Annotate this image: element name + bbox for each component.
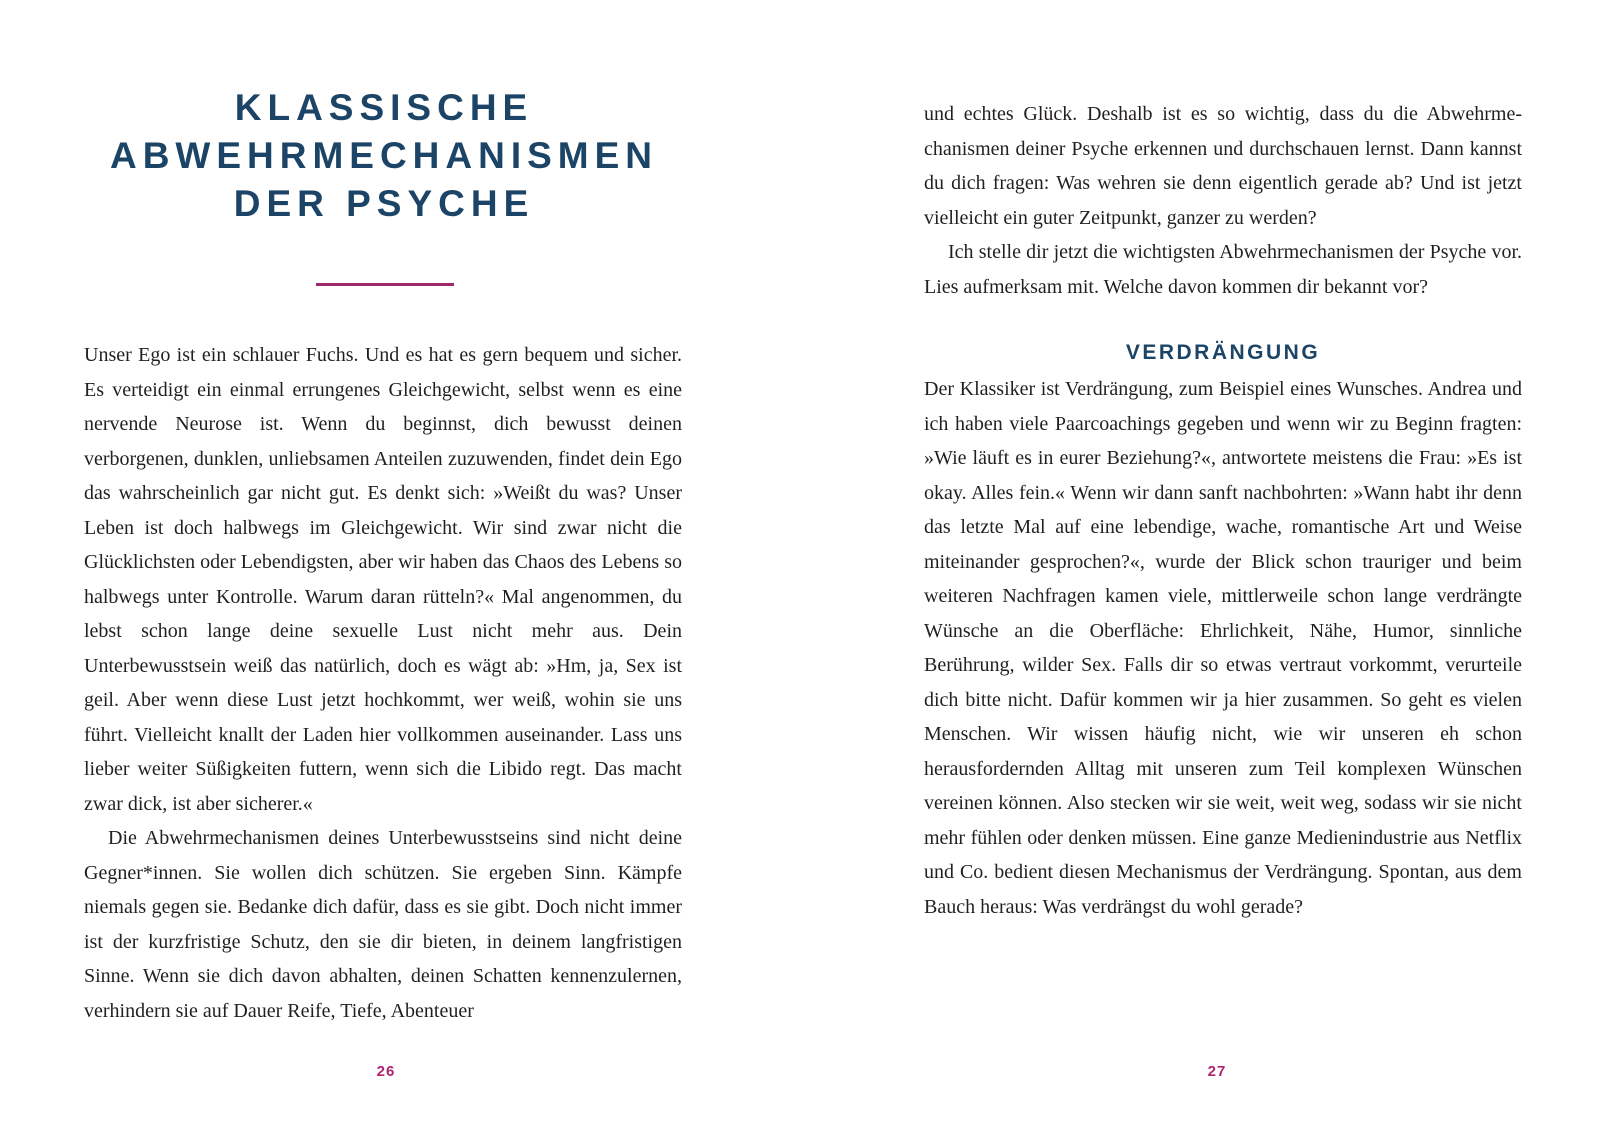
section-heading: VERDRÄNGUNG <box>1125 341 1321 364</box>
page-number-left: 26 <box>376 1063 396 1080</box>
body-paragraph: und echtes Glück. Deshalb ist es so wichtig, dass du die Abwehrmechanismen deiner Psyche erkennen und durchschauen lernst. Dann kannst du dich fragen: Was wehren sie denn eigentlich gerade ab? Und ist jetzt vielleicht ein guter Zeitpunkt, ganzer zu werden? <box>924 103 1522 229</box>
chapter-title-line-2: ABWEHRMECHANISMEN <box>109 135 659 176</box>
right-body-text-bottom <box>924 372 1522 924</box>
body-paragraph: Ich stelle dir jetzt die wichtigsten Abwehrmechanismen der Psyche vor. Lies aufmerksam mit. Welche davon kommen dir bekannt vor? <box>924 241 1522 298</box>
title-divider <box>316 283 454 286</box>
right-body-text-top <box>924 97 1522 304</box>
body-paragraph: Unser Ego ist ein schlauer Fuchs. Und es hat es gern bequem und sicher. Es verteidigt ein einmal errungenes Gleichgewicht, selbst wenn es eine nervende Neurose ist. Wenn du beginnst, dich bewusst deinen verborgenen, dunklen, unliebsamen Anteilen zuzuwenden, findet dein Ego das wahrscheinlich gar nicht gut. Es denkt sich: »Weißt du was? Unser Leben ist doch halbwegs im Gleichgewicht. Wir sind zwar nicht die Glücklichsten oder Lebendigsten, aber wir haben das Chaos des Lebens so halbwegs unter Kontrolle. Warum daran rütteln?« Mal angenommen, du lebst schon lange deine sexuelle Lust nicht mehr aus. Dein Unterbewusstsein weiß das natürlich, doch es wägt ab: »Hm, ja, Sex ist geil. Aber wenn diese Lust jetzt hochkommt, wer weiß, wohin sie uns führt. Vielleicht knallt der Laden hier vollkommen auseinander. Lass uns lieber weiter Süßigkeiten futtern, wenn sich die Libido regt. Das macht zwar dick, ist aber sicherer.« <box>84 344 682 815</box>
body-paragraph: Der Klassiker ist Verdrängung, zum Beispiel eines Wunsches. Andrea und ich haben viele Paarcoachings gegeben und wenn wir zu Beginn fragten: »Wie läuft es in eurer Beziehung?«, antwortete meistens die Frau: »Es ist okay. Alles fein.« Wenn wir dann sanft nachbohrten: »Wann habt ihr denn das letzte Mal auf eine lebendige, wache, romantische Art und Weise miteinander gesprochen?«, wurde der Blick schon trauriger und beim weiteren Nachfragen kamen viele, mittlerweile schon lange verdrängte Wünsche an die Oberfläche: Ehrlichkeit, Nähe, Humor, sinnliche Berührung, wilder Sex. Falls dir so etwas vertraut vorkommt, verurteile dich bitte nicht. Dafür kommen wir ja hier zusammen. So geht es vielen Menschen. Wir wissen häufig nicht, wie wir unseren eh schon herausfordernden Alltag mit unseren zum Teil komplexen Wünschen vereinen können. Also stecken wir sie weit, weit weg, sodass wir sie nicht mehr fühlen oder denken müssen. Eine ganze Medienindustrie aus Netflix und Co. bedient diesen Mechanismus der Verdrängung. Spontan, aus dem Bauch heraus: Was verdrängst du wohl gerade? <box>924 378 1522 918</box>
body-paragraph: Die Abwehrmechanismen deines Unterbewusstseins sind nicht deine Gegner*innen. Sie wollen dich schützen. Sie ergeben Sinn. Kämpfe niemals gegen sie. Bedanke dich dafür, dass es sie gibt. Doch nicht immer ist der kurzfristige Schutz, den sie dir bieten, in deinem langfristigen Sinne. Wenn sie dich davon abhalten, deinen Schatten kennenzulernen, verhindern sie auf Dauer Reife, Tiefe, Abenteuer <box>84 827 682 1022</box>
chapter-title-line-1: KLASSISCHE <box>234 87 534 128</box>
right-page <box>800 0 1600 1131</box>
chapter-title-line-3: DER PSYCHE <box>233 183 535 224</box>
chapter-title <box>84 84 684 228</box>
page-number-right: 27 <box>1207 1063 1227 1080</box>
left-body-text <box>84 338 682 1028</box>
